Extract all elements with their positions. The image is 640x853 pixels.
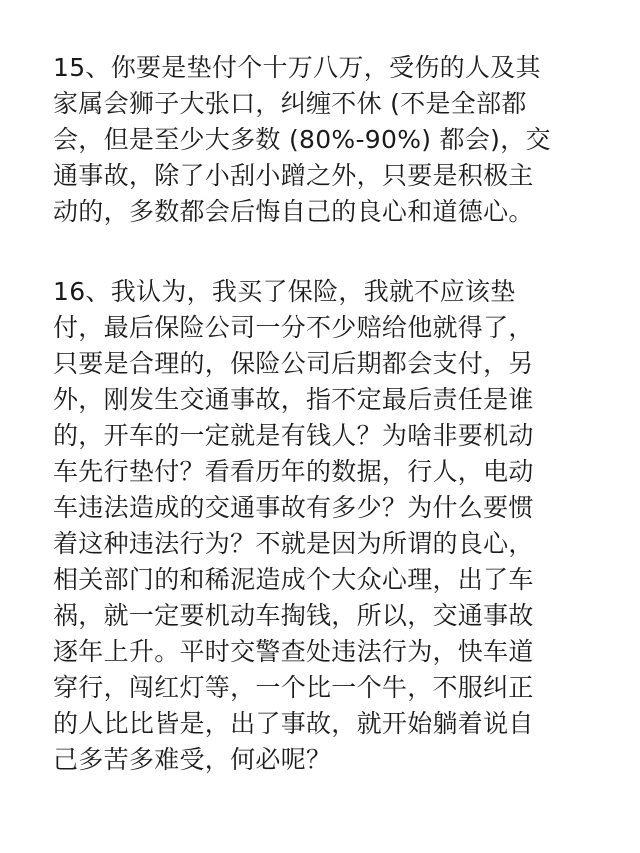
text-line: 祸，就一定要机动车掏钱，所以，交通事故	[53, 601, 534, 630]
text-line: 车违法造成的交通事故有多少？为什么要惯	[53, 493, 534, 522]
text-line: 车先行垫付？看看历年的数据，行人，电动	[53, 457, 534, 486]
text-line: 通事故，除了小刮小蹭之外，只要是积极主	[53, 161, 534, 190]
text-line: 会，但是至少大多数 (80%-90%) 都会)，交	[53, 125, 551, 154]
text-line: 着这种违法行为？不就是因为所谓的良心，	[53, 529, 534, 558]
text-line: 外，刚发生交通事故，指不定最后责任是谁	[53, 385, 534, 414]
text-line: 逐年上升。平时交警查处违法行为，快车道	[53, 637, 534, 666]
text-line: 己多苦多难受，何必呢？	[53, 745, 332, 774]
text-line: 家属会狮子大张口，纠缠不休 (不是全部都	[53, 89, 527, 118]
text-line: 16、我认为，我买了保险，我就不应该垫	[53, 277, 516, 306]
paragraph-16	[53, 274, 596, 778]
text-line: 穿行，闯红灯等，一个比一个牛，不服纠正	[53, 673, 534, 702]
text-line: 的人比比皆是，出了事故，就开始躺着说自	[53, 709, 534, 738]
text-line: 付，最后保险公司一分不少赔给他就得了，	[53, 313, 534, 342]
text-line: 15、你要是垫付个十万八万，受伤的人及其	[53, 53, 541, 82]
text-line: 动的，多数都会后悔自己的良心和道德心。	[53, 197, 534, 226]
paragraph-gap	[53, 230, 596, 274]
text-line: 只要是合理的，保险公司后期都会支付，另	[53, 349, 534, 378]
text-line: 相关部门的和稀泥造成个大众心理，出了车	[53, 565, 534, 594]
text-line: 的，开车的一定就是有钱人？为啥非要机动	[53, 421, 534, 450]
paragraph-15	[53, 50, 596, 230]
